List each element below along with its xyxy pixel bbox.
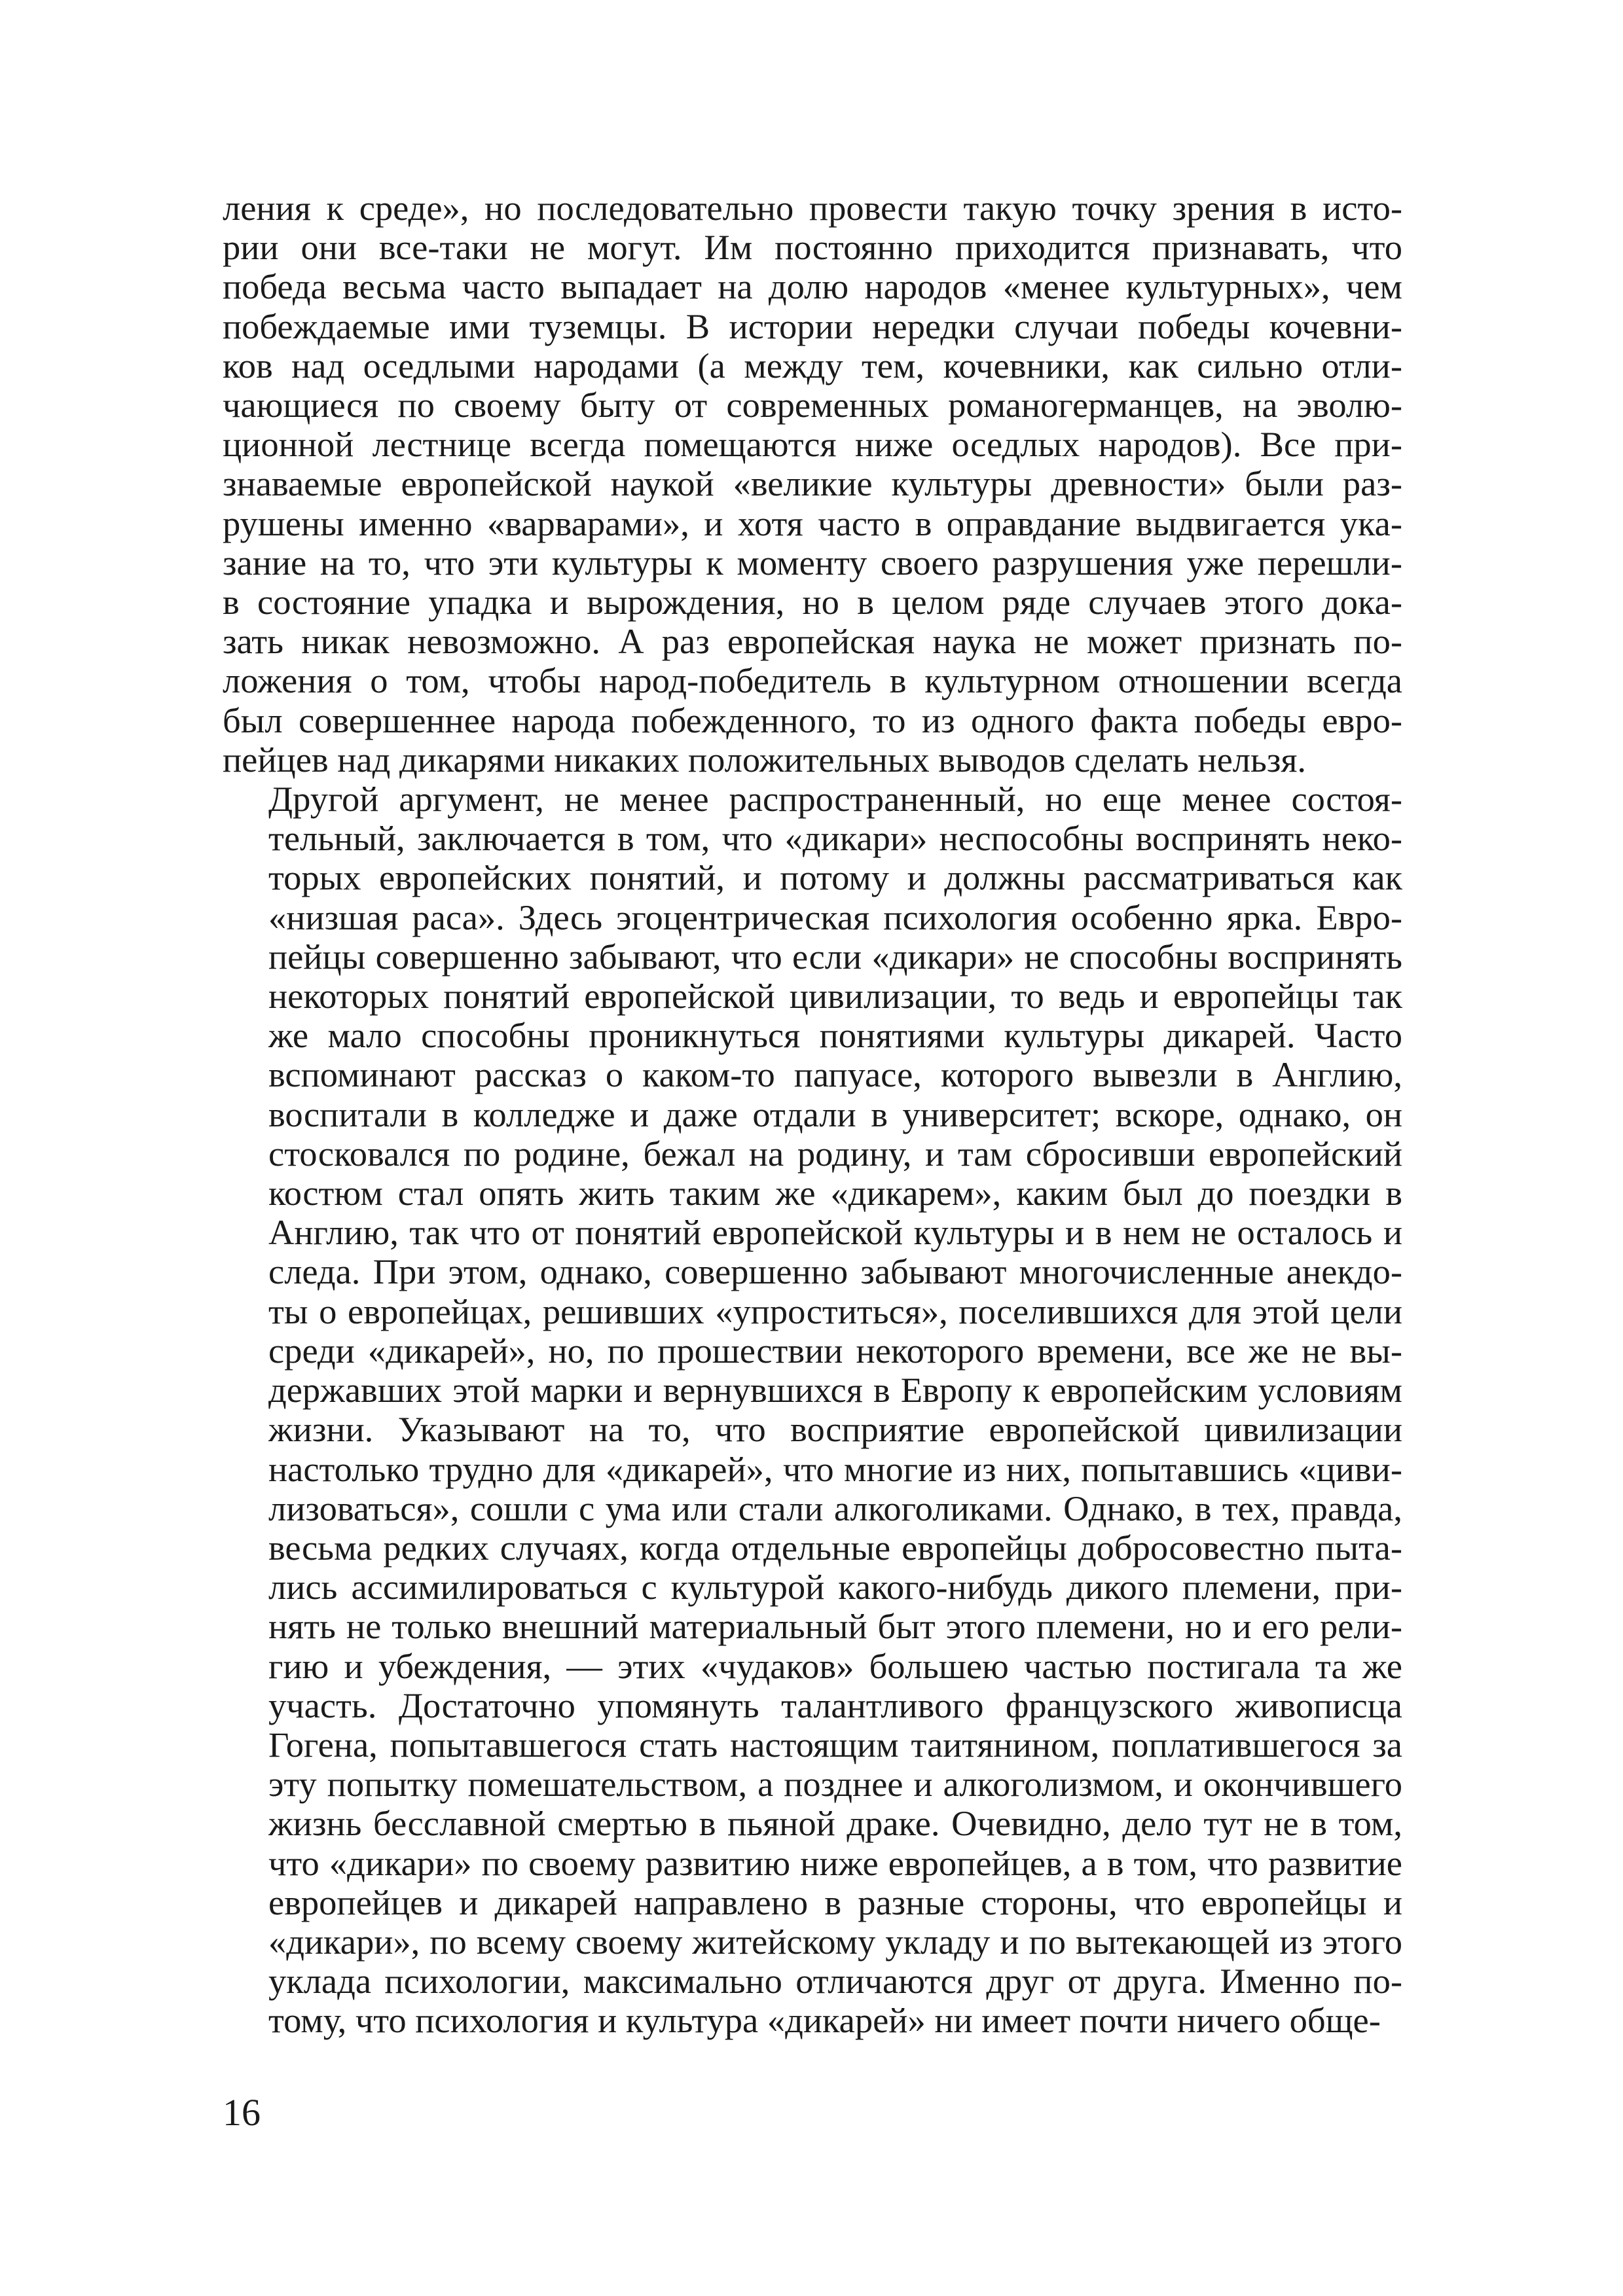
- text-line: ков над оседлыми народами (а между тем, кочевники, как сильно отли-: [223, 345, 1402, 386]
- text-line: жизни. Указывают на то, что восприятие европейской цивилизации: [268, 1409, 1402, 1450]
- text-line: среди «дикарей», но, по прошествии некоторого времени, все же не вы-: [268, 1330, 1402, 1371]
- text-line: пейцы совершенно забывают, что если «дикари» не способны воспринять: [268, 936, 1402, 977]
- text-line: ления к среде», но последовательно провести такую точку зрения в исто-: [223, 188, 1402, 228]
- text-line: лись ассимилироваться с культурой какого-нибудь дикого племени, при-: [268, 1567, 1402, 1607]
- text-line: зание на то, что эти культуры к моменту своего разрушения уже перешли-: [223, 542, 1402, 583]
- text-line: зать никак невозможно. А раз европейская наука не может признать по-: [223, 621, 1402, 662]
- text-line: ционной лестнице всегда помещаются ниже оседлых народов). Все при-: [223, 424, 1402, 465]
- text-line: Гогена, попытавшегося стать настоящим таитянином, поплатившегося за: [268, 1724, 1402, 1765]
- text-line: был совершеннее народа побежденного, то из одного факта победы евро-: [223, 700, 1402, 740]
- text-line: нять не только внешний материальный быт этого племени, но и его рели-: [268, 1606, 1402, 1647]
- text-line: же мало способны проникнуться понятиями культуры дикарей. Часто: [268, 1015, 1402, 1056]
- text-line: тельный, заключается в том, что «дикари» неспособны воспринять неко-: [268, 818, 1402, 859]
- text-line: участь. Достаточно упомянуть талантливого французского живописца: [268, 1685, 1402, 1725]
- text-line: гию и убеждения, — этих «чудаков» большею частью постигала та же: [268, 1645, 1402, 1686]
- text-line: «низшая раса». Здесь эгоцентрическая психология особенно ярка. Евро-: [268, 897, 1402, 937]
- text-line: «дикари», по всему своему житейскому укладу и по вытекающей из этого: [268, 1921, 1402, 1962]
- text-line: европейцев и дикарей направлено в разные стороны, что европейцы и: [268, 1882, 1402, 1922]
- text-line: стосковался по родине, бежал на родину, и там сбросивши европейский: [268, 1133, 1402, 1174]
- text-line: вспоминают рассказ о каком-то папуасе, которого вывезли в Англию,: [268, 1054, 1402, 1095]
- text-line: побеждаемые ими туземцы. В истории нередки случаи победы кочевни-: [223, 306, 1402, 346]
- paragraph: [223, 188, 1402, 780]
- text-line: уклада психологии, максимально отличаются друг от друга. Именно по-: [268, 1961, 1402, 2001]
- text-line: что «дикари» по своему развитию ниже европейцев, а в том, что развитие: [268, 1842, 1402, 1883]
- text-line: знаваемые европейской наукой «великие культуры древности» были раз-: [223, 463, 1402, 504]
- text-line: рушены именно «варварами», и хотя часто в оправдание выдвигается ука-: [223, 503, 1402, 543]
- page-number: 16: [223, 2091, 261, 2134]
- text-line: Другой аргумент, не менее распространенный, но еще менее состоя-: [268, 779, 1402, 819]
- text-line: ложения о том, чтобы народ-победитель в культурном отношении всегда: [223, 660, 1402, 701]
- text-line: пейцев над дикарями никаких положительных выводов сделать нельзя.: [223, 739, 1307, 780]
- text-line: жизнь бесславной смертью в пьяной драке. Очевидно, дело тут не в том,: [268, 1803, 1402, 1844]
- body-text: [223, 188, 1402, 2041]
- text-line: настолько трудно для «дикарей», что многие из них, попытавшись «циви-: [268, 1448, 1402, 1489]
- text-line: ты о европейцах, решивших «упроститься», поселившихся для этой цели: [268, 1291, 1402, 1331]
- text-line: чающиеся по своему быту от современных романогерманцев, на эволю-: [223, 385, 1402, 425]
- text-line: Англию, так что от понятий европейской культуры и в нем не осталось и: [268, 1212, 1402, 1253]
- paragraph: [223, 780, 1402, 2041]
- text-line: эту попытку помешательством, а позднее и алкоголизмом, и окончившего: [268, 1764, 1402, 1804]
- text-line: рии они все-таки не могут. Им постоянно приходится признавать, что: [223, 227, 1402, 268]
- text-line: торых европейских понятий, и потому и должны рассматриваться как: [268, 857, 1402, 898]
- text-line: воспитали в колледже и даже отдали в университет; вскоре, однако, он: [268, 1094, 1402, 1134]
- text-line: победа весьма часто выпадает на долю народов «менее культурных», чем: [223, 266, 1402, 307]
- text-line: некоторых понятий европейской цивилизации, то ведь и европейцы так: [268, 976, 1402, 1016]
- text-line: следа. При этом, однако, совершенно забывают многочисленные анекдо-: [268, 1251, 1402, 1292]
- text-line: костюм стал опять жить таким же «дикарем», каким был до поездки в: [268, 1173, 1402, 1213]
- text-line: в состояние упадка и вырождения, но в целом ряде случаев этого дока-: [223, 582, 1402, 622]
- text-line: весьма редких случаях, когда отдельные европейцы добросовестно пыта-: [268, 1527, 1402, 1568]
- text-line: тому, что психология и культура «дикарей» ни имеет почти ничего обще-: [268, 2000, 1381, 2041]
- text-line: державших этой марки и вернувшихся в Европу к европейским условиям: [268, 1370, 1402, 1410]
- text-line: лизоваться», сошли с ума или стали алкоголиками. Однако, в тех, правда,: [268, 1488, 1402, 1528]
